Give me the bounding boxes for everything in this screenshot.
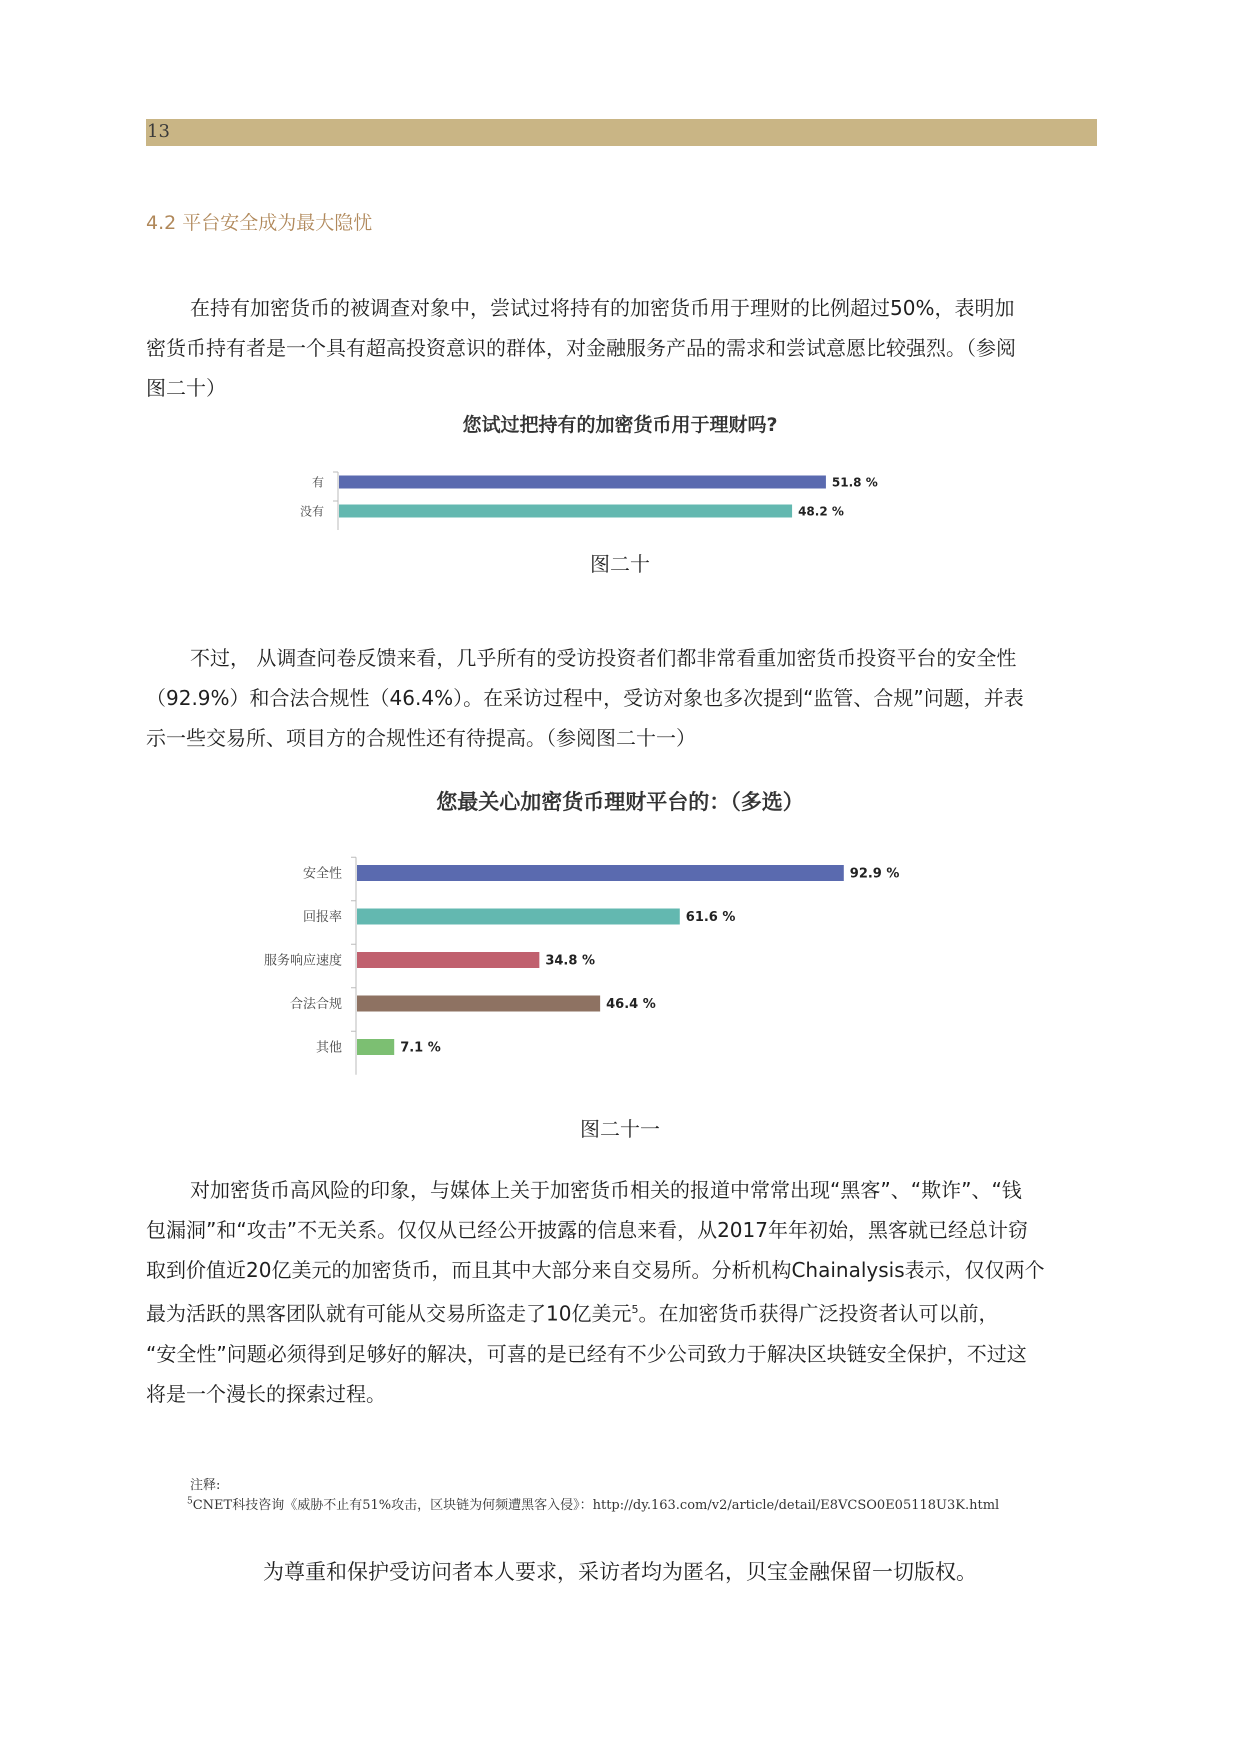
chart-category-label: 合法合规 (289, 997, 342, 1013)
chart-category-label: 没有 (299, 504, 324, 519)
section-title: 4.2 平台安全成为最大隐忧 (146, 212, 373, 234)
chart-value-label: 7.1 % (400, 1040, 441, 1056)
chart-bar (357, 952, 539, 968)
paragraph-text: 最为活跃的黑客团队就有可能从交易所盗走了10亿美元 (146, 1301, 632, 1326)
paragraph-line: 对加密货币高风险的印象，与媒体上关于加密货币相关的报道中常常出现“黑客”、“欺诈”、“钱 (190, 1178, 1022, 1202)
chart-value-label: 92.9 % (849, 866, 900, 882)
chart-21-title: 您最关心加密货币理财平台的：（多选） (436, 790, 804, 814)
chart-category-label: 服务响应速度 (263, 953, 342, 969)
footnote-ref: 5 (631, 1303, 639, 1316)
paragraph-text: 。在加密货币获得广泛投资者认可以前， (638, 1301, 999, 1326)
chart-category-label: 回报率 (302, 910, 342, 926)
paragraph-line: （92.9%）和合法合规性（46.4%）。在采访过程中，受访对象也多次提到“监管、合规”问题，并表 (146, 686, 1024, 710)
notes-label: 注释: (190, 1478, 221, 1493)
chart-category-label: 安全性 (302, 866, 342, 882)
paragraph-line: 示一些交易所、项目方的合规性还有待提高。（参阅图二十一） (146, 726, 696, 750)
chart-category-label: 其他 (315, 1040, 342, 1056)
paragraph-line: 不过， 从调查问卷反馈来看，几乎所有的受访投资者们都非常看重加密货币投资平台的安全性 (190, 646, 1017, 670)
header-band (146, 119, 1097, 146)
chart-value-label: 48.2 % (798, 504, 844, 519)
paragraph-line: 将是一个漫长的探索过程。 (146, 1381, 386, 1406)
figure-21-caption: 图二十一 (580, 1117, 660, 1141)
paragraph-1 (146, 288, 1097, 408)
copyright-notice: 为尊重和保护受访问者本人要求，采访者均为匿名，贝宝金融保留一切版权。 (263, 1560, 977, 1584)
page-number: 13 (147, 121, 170, 142)
paragraph-3 (146, 1170, 1097, 1414)
chart-category-label: 有 (311, 475, 324, 490)
chart-bar (357, 1039, 394, 1055)
paragraph-line: 在持有加密货币的被调查对象中，尝试过将持有的加密货币用于理财的比例超过50%，表明加 (190, 296, 1015, 320)
paragraph-line: 取到价值近20亿美元的加密货币，而且其中大部分来自交易所。分析机构Chainalysis表示，仅仅两个 (146, 1258, 1045, 1282)
chart-value-label: 46.4 % (606, 997, 656, 1013)
chart-value-label: 51.8 % (831, 475, 878, 490)
chart-value-label: 34.8 % (545, 953, 595, 969)
chart-bar (339, 505, 792, 518)
footnote-number: 5 (187, 1496, 193, 1507)
paragraph-2 (146, 638, 1097, 758)
figure-20-caption: 图二十 (590, 552, 650, 576)
chart-bar (357, 865, 844, 881)
chart-bar (357, 909, 680, 925)
footnote-text: CNET科技咨询《威胁不止有51%攻击，区块链为何频遭黑客入侵》：http://dy.163.com/v2/article/detail/E8VCSO0E05118U3K.html (192, 1498, 1000, 1513)
chart-20-title: 您试过把持有的加密货币用于理财吗? (462, 414, 778, 436)
paragraph-line: “安全性”问题必须得到足够好的解决，可喜的是已经有不少公司致力于解决区块链安全保护，不过这 (146, 1341, 1027, 1366)
chart-20 (0, 460, 1240, 540)
footnote (187, 1494, 999, 1513)
chart-21 (0, 850, 1240, 1080)
paragraph-line: 包漏洞”和“攻击”不无关系。仅仅从已经公开披露的信息来看，从2017年年初始，黑客就已经总计窃 (146, 1218, 1028, 1242)
paragraph-line: 图二十） (146, 376, 226, 400)
chart-bar (339, 476, 826, 489)
paragraph-line (146, 1290, 1097, 1334)
chart-bar (357, 996, 600, 1012)
paragraph-line: 密货币持有者是一个具有超高投资意识的群体，对金融服务产品的需求和尝试意愿比较强烈。（参阅 (146, 336, 1016, 360)
chart-value-label: 61.6 % (685, 910, 736, 926)
